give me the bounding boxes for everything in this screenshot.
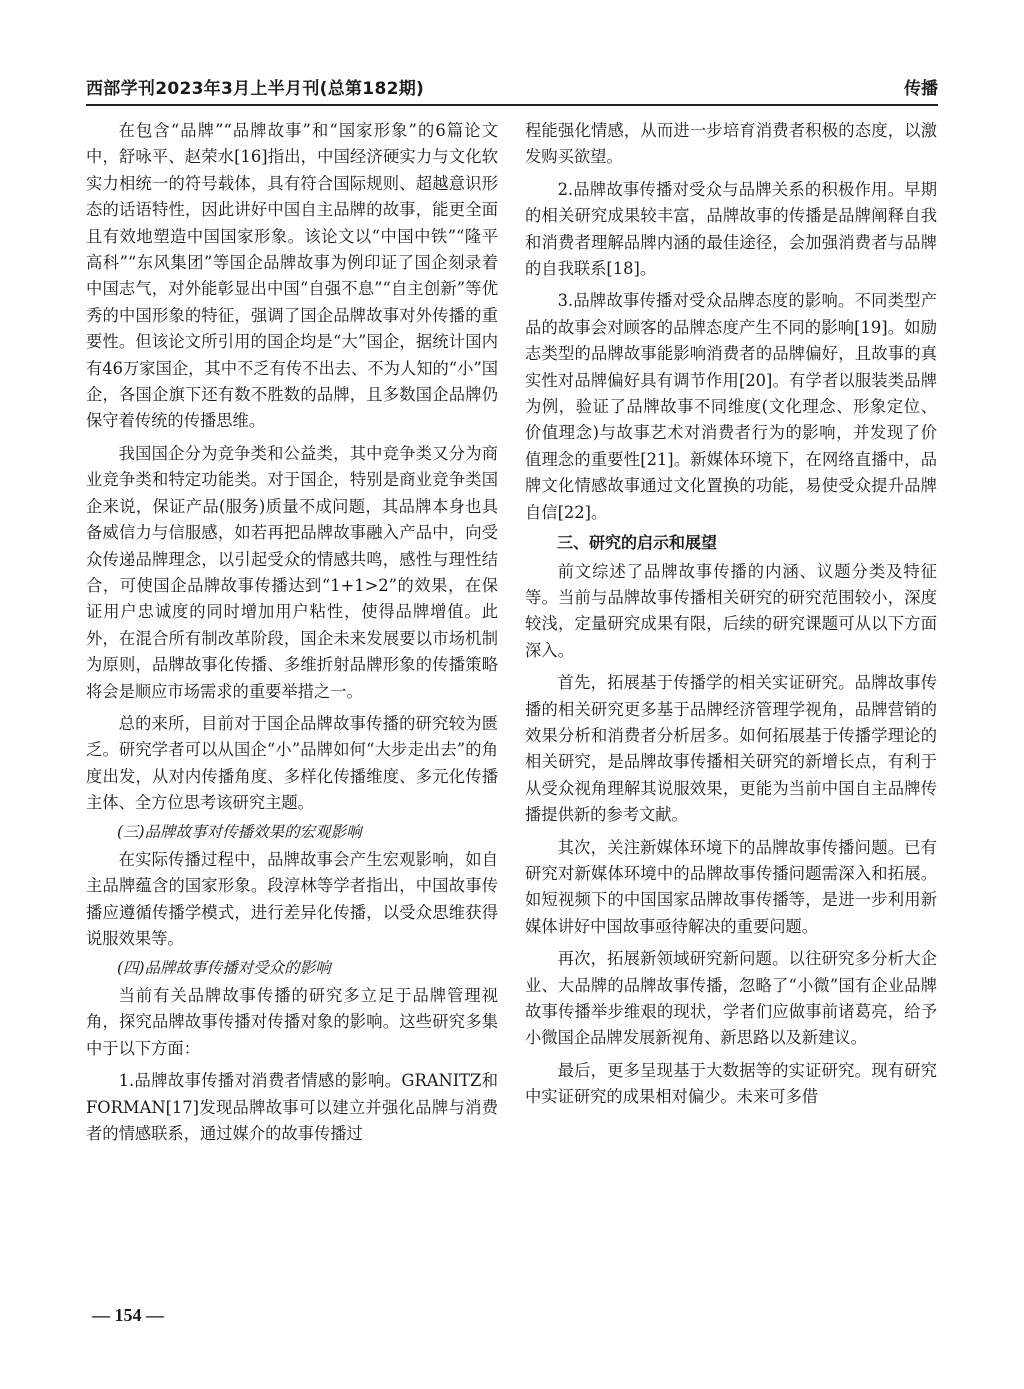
paragraph: 当前有关品牌故事传播的研究多立足于品牌管理视角，探究品牌故事传播对传播对象的影响。这些研究多集中于以下方面：: [86, 986, 498, 1058]
paragraph: 在实际传播过程中，品牌故事会产生宏观影响，如自主品牌蕴含的国家形象。段淳林等学者指出，中国故事传播应遵循传播学模式，进行差异化传播，以受众思维获得说服效果等。: [86, 849, 498, 949]
section-heading: 三、研究的启示和展望: [557, 533, 718, 553]
paragraph: 前文综述了品牌故事传播的内涵、议题分类及特征等。当前与品牌故事传播相关研究的研究范围较小，深度较浅，定量研究成果有限，后续的研究课题可从以下方面深入。: [525, 561, 937, 660]
left-column: [86, 118, 498, 1147]
subsection-heading: (三)品牌故事对传播效果的宏观影响: [117, 822, 362, 841]
subsection-heading: (四)品牌故事传播对受众的影响: [117, 958, 331, 977]
page-header: [86, 70, 938, 106]
paragraph: 首先，拓展基于传播学的相关实证研究。品牌故事传播的相关研究更多基于品牌经济管理学视角，品牌营销的效果分析和消费者分析居多。如何拓展基于传播学理论的相关研究，是品牌故事传播相关研究的新增长点，有利于从受众视角理解其说服效果，更能为当前中国自主品牌传播提供新的参考文献。: [525, 673, 937, 825]
paragraph: 1.品牌故事传播对消费者情感的影响。GRANITZ和FORMAN[17]发现品牌故事可以建立并强化品牌与消费者的情感联系，通过媒介的故事传播过: [86, 1071, 498, 1144]
paragraph: 其次，关注新媒体环境下的品牌故事传播问题。已有研究对新媒体环境中的品牌故事传播问题需深入和拓展。如短视频下的中国国家品牌故事传播等，是进一步利用新媒体讲好中国故事亟待解决的重要问题。: [525, 837, 937, 936]
paragraph: 在包含“品牌”“品牌故事”和“国家形象”的6篇论文中，舒咏平、赵荣水[16]指出，中国经济硬实力与文化软实力相统一的符号载体，具有符合国际规则、超越意识形态的话语特性，因此讲好中国自主品牌的故事，能更全面且有效地塑造中国国家形象。该论文以“中国中铁”“隆平高科”“东风集团”等国企品牌故事为例印证了国企刻录着中国志气，对外能彰显出中国“自强不息”“自主创新”等优秀的中国形象的特征，强调了国企品牌故事对外传播的重要性。但该论文所引用的国企均是“大”国企，据统计国内有46万家国企，其中不乏有传不出去、不为人知的“小”国企，各国企旗下还有数不胜数的品牌，且多数国企品牌仍保守着传统的传播思维。: [86, 121, 498, 431]
paragraph: 再次，拓展新领域研究新问题。以往研究多分析大企业、大品牌的品牌故事传播，忽略了“小微”国有企业品牌故事传播举步维艰的现状，学者们应做事前诸葛亮，给予小微国企品牌发展新视角、新思路以及新建议。: [525, 949, 937, 1048]
paragraph: 总的来所，目前对于国企品牌故事传播的研究较为匮乏。研究学者可以从国企“小”品牌如何“大步走出去”的角度出发，从对内传播角度、多样化传播维度、多元化传播主体、全方位思考该研究主题。: [86, 713, 498, 813]
paragraph: 3.品牌故事传播对受众品牌态度的影响。不同类型产品的故事会对顾客的品牌态度产生不同的影响[19]。如励志类型的品牌故事能影响消费者的品牌偏好，且故事的真实性对品牌偏好具有调节作用[20]。有学者以服装类品牌为例，验证了品牌故事不同维度(文化理念、形象定位、价值理念)与故事艺术对消费者行为的影响，并发现了价值理念的重要性[21]。新媒体环境下，在网络直播中，品牌文化情感故事通过文化置换的功能，易使受众提升品牌自信[22]。: [525, 291, 937, 522]
paragraph: 最后，更多呈现基于大数据等的实证研究。现有研究中实证研究的成果相对偏少。未来可多借: [525, 1060, 937, 1107]
paragraph: 2.品牌故事传播对受众与品牌关系的积极作用。早期的相关研究成果较丰富，品牌故事的传播是品牌阐释自我和消费者理解品牌内涵的最佳途径，会加强消费者与品牌的自我联系[18]。: [525, 179, 937, 279]
paragraph: 我国国企分为竞争类和公益类，其中竞争类又分为商业竞争类和特定功能类。对于国企，特别是商业竞争类国企来说，保证产品(服务)质量不成问题，其品牌本身也具备威信力与信服感，如若再把品牌故事融入产品中，向受众传递品牌理念，以引起受众的情感共鸣，感性与理性结合，可使国企品牌故事传播达到“1+1>2”的效果，在保证用户忠诚度的同时增加用户粘性，使得品牌增值。此外，在混合所有制改革阶段，国企未来发展要以市场机制为原则，品牌故事化传播、多维折射品牌形象的传播策略将会是顺应市场需求的重要举措之一。: [86, 443, 498, 701]
right-column: [525, 118, 937, 1111]
journal-title: 西部学刊2023年3月上半月刊(总第182期): [86, 79, 425, 99]
page-number: — 154 —: [92, 1305, 164, 1325]
paragraph-continued: 程能强化情感，从而进一步培育消费者积极的态度，以激发购买欲望。: [525, 121, 937, 167]
section-name: 传播: [904, 79, 938, 99]
